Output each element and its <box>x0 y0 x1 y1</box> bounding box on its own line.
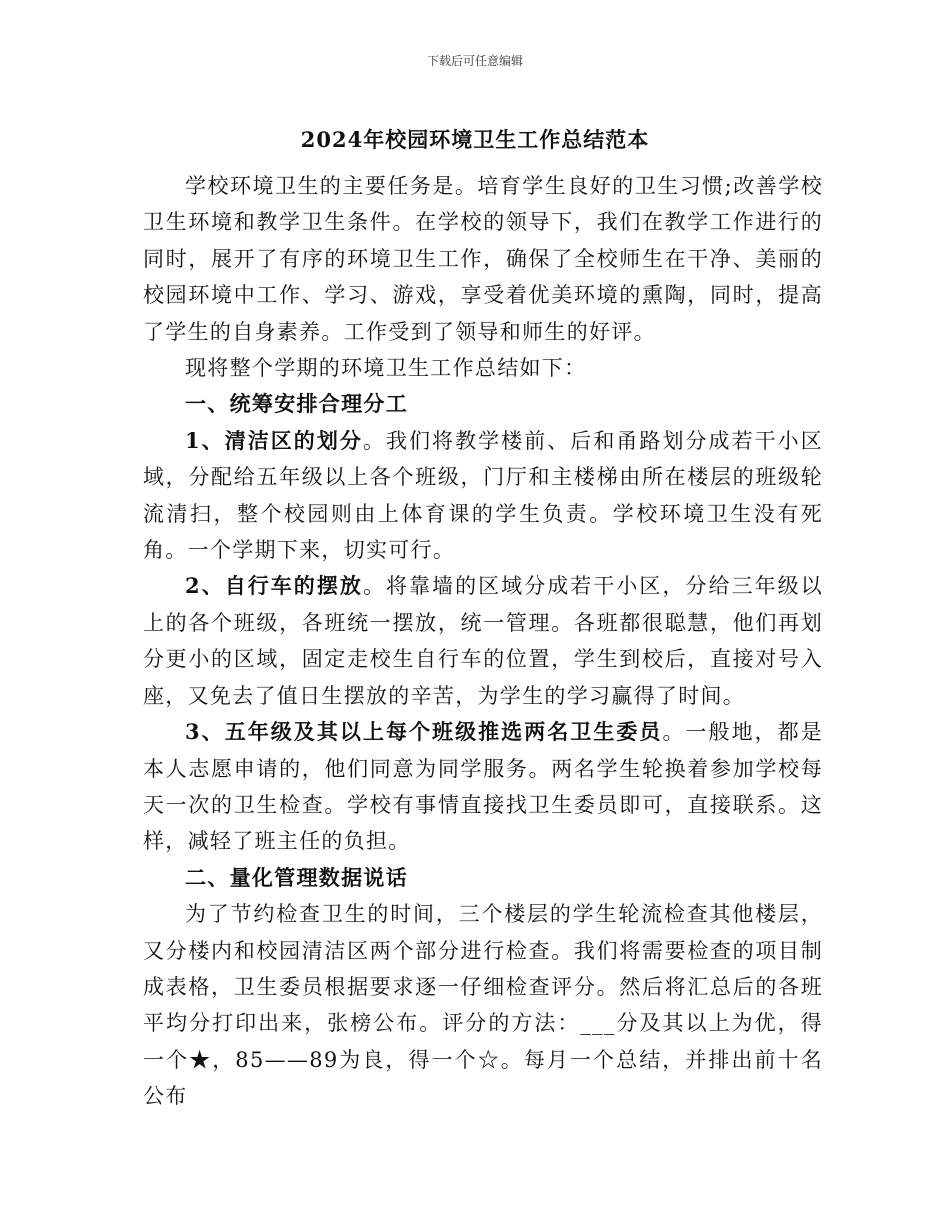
item-1-label: 1、清洁区的划分 <box>185 427 363 453</box>
paragraph-scoring: 为了节约检查卫生的时间，三个楼层的学生轮流检查其他楼层，又分楼内和校园清洁区两个部分进行检查。我们将需要检查的项目制成表格，卫生委员根据要求逐一仔细检查评分。然后将汇总后的各班平均分打印出来，张榜公布。评分的方法：___分及其以上为优，得一个★，85——89为良，得一个☆。每月一个总结，并排出前十名公布 <box>143 902 823 1109</box>
paragraph-item-1 <box>143 423 823 569</box>
page-header: 下载后可任意编辑 <box>426 54 523 68</box>
item-1-text: 。我们将教学楼前、后和甬路划分成若干小区域，分配给五年级以上各个班级，门厅和主楼梯由所在楼层的班级轮流清扫，整个校园则由上体育课的学生负责。学校环境卫生没有死角。一个学期下来，切实可行。 <box>143 428 823 563</box>
paragraph-intro: 学校环境卫生的主要任务是。培育学生良好的卫生习惯;改善学校卫生环境和教学卫生条件。在学校的领导下，我们在教学工作进行的同时，展开了有序的环境卫生工作，确保了全校师生在干净、美丽的校园环境中工作、学习、游戏，享受着优美环境的熏陶，同时，提高了学生的自身素养。工作受到了领导和师生的好评。 <box>143 174 823 344</box>
paragraph-summary-lead: 现将整个学期的环境卫生工作总结如下： <box>185 356 587 381</box>
item-3-label: 3、五年级及其以上每个班级推选两名卫生委员 <box>185 719 663 745</box>
paragraph-item-3 <box>143 714 823 860</box>
paragraph-item-2 <box>143 568 823 714</box>
document-body <box>143 168 823 1115</box>
section-heading-1: 一、统筹安排合理分工 <box>185 391 408 417</box>
item-2-text: 。将靠墙的区域分成若干小区，分给三年级以上的各个班级，各班统一摆放，统一管理。各班都很聪慧，他们再划分更小的区域，固定走校生自行车的位置，学生到校后，直接对号入座，又免去了值日生摆放的辛苦，为学生的学习赢得了时间。 <box>143 574 823 708</box>
section-heading-2: 二、量化管理数据说话 <box>185 864 408 890</box>
item-2-label: 2、自行车的摆放 <box>185 573 363 599</box>
item-3-text: 。一般地，都是本人志愿申请的，他们同意为同学服务。两名学生轮换着参加学校每天一次的卫生检查。学校有事情直接找卫生委员即可，直接联系。这样，减轻了班主任的负担。 <box>143 720 823 854</box>
document-title: 2024年校园环境卫生工作总结范本 <box>300 127 650 152</box>
